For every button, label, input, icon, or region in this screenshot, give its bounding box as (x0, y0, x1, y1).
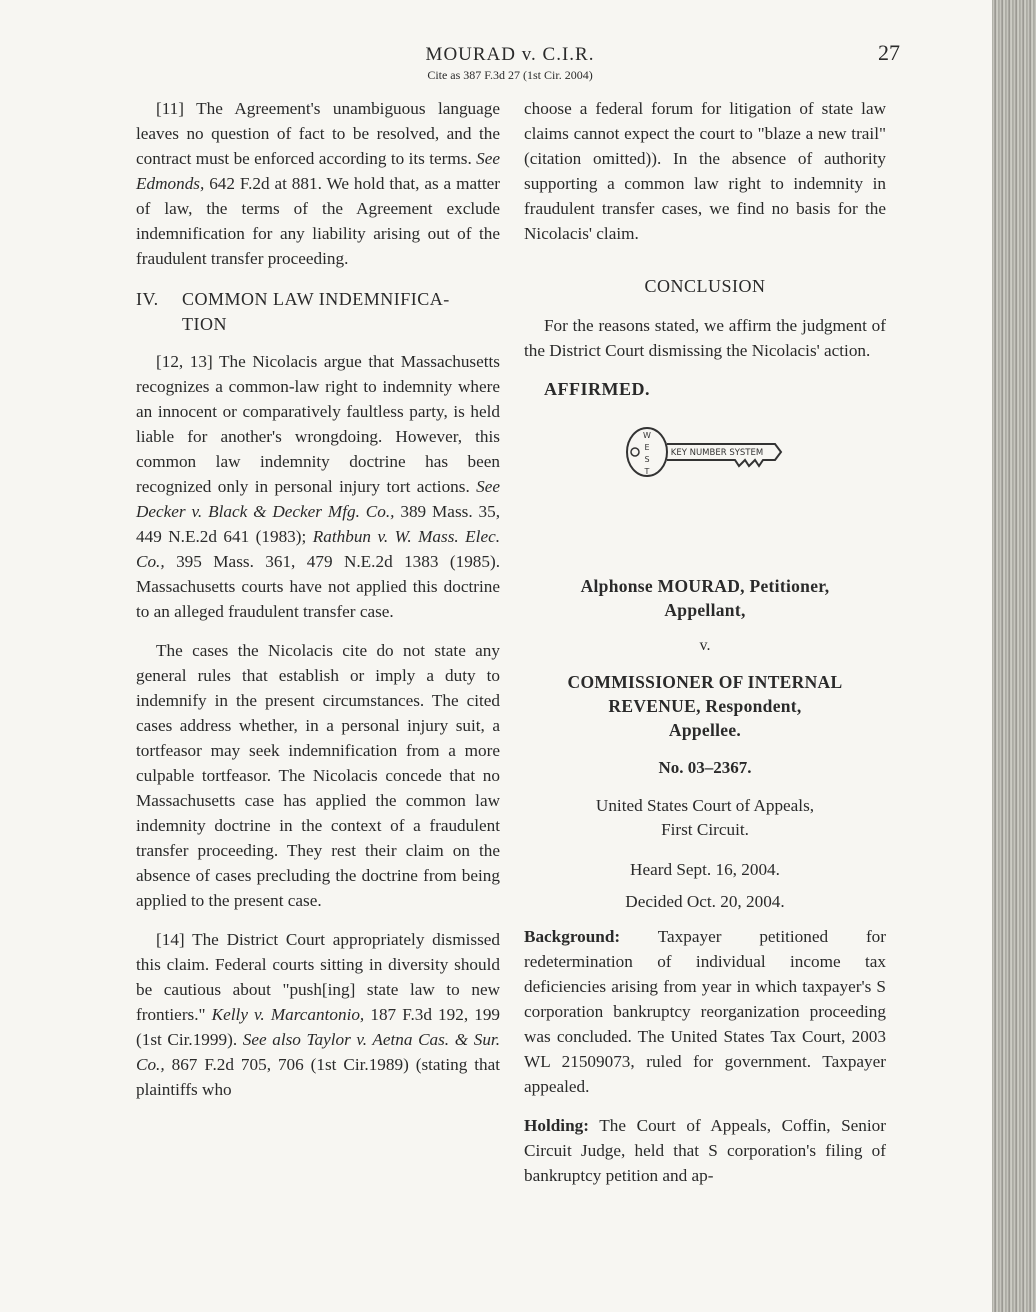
citation-text: 642 F.2d at 881. (209, 174, 322, 193)
section-title-line2: TION (182, 314, 227, 334)
decided-date: Decided Oct. 20, 2004. (625, 892, 785, 911)
left-column (136, 96, 500, 1116)
citation-text: 187 F.3d 192, 199 (1st Cir.1999). (136, 1005, 501, 1049)
court-line1: United States Court of Appeals, (595, 796, 815, 815)
key-letter-t: T (644, 467, 650, 476)
citation-case-name: See Decker v. Black & Decker Mfg. Co., (136, 477, 500, 521)
paragraph-12-13 (136, 349, 500, 624)
holding-summary (524, 1113, 886, 1188)
headnote-marker: [11] (156, 99, 184, 118)
background-label: Background: (524, 927, 621, 946)
citation-case-name: Kelly v. Marcantonio, (211, 1005, 365, 1024)
paragraph-text: The Agreement's unambiguous language leaves no question of fact to be resolved, and the contract must be enforced according to its terms. (136, 99, 500, 168)
disposition-affirmed: AFFIRMED. (544, 379, 650, 399)
paragraph-11 (136, 96, 500, 271)
heard-date: Heard Sept. 16, 2004. (630, 860, 780, 879)
headnote-marker: [14] (156, 930, 185, 949)
key-letter-w: W (643, 431, 651, 440)
paragraph-continuation: choose a federal forum for litigation of state law claims cannot expect the court to "blaze a new trail" (citation omitted)). In the absence of authority supporting a common law right to indemnity in fraudulent transfer cases, we find no basis for the Nicolacis' claim. (524, 99, 886, 243)
west-key-number-icon (625, 422, 785, 482)
court-name (524, 794, 886, 842)
paragraph-cases: The cases the Nicolacis cite do not state any general rules that establish or imply a duty to indemnify in the present circumstances. The cited cases address whether, in a personal injury suit, a tortfeasor may seek indemnification from a more culpable tortfeasor. The Nicolacis concede that no Massachusetts case has applied the common law indemnity doctrine in the context of a fraudulent transfer proceeding. They rest their claim on the absence of cases precluding the doctrine from being applied to the present case. (136, 641, 500, 910)
respondent-line3: Appellee. (668, 720, 742, 740)
background-summary (524, 924, 886, 1099)
running-head-cite: Cite as 387 F.3d 27 (1st Cir. 2004) (427, 68, 593, 82)
citation-signal: See Edmonds, (136, 149, 501, 193)
section-heading-iv (136, 287, 500, 337)
paragraph-text: The Nicolacis argue that Massachusetts recognizes a common-law right to indemnity where an innocent or comparatively faultless party, is held liable for another's wrongdoing. However, this common law indemnity doctrine has been recognized only in personal injury tort actions. (136, 352, 500, 496)
running-head-title: MOURAD v. C.I.R. (425, 44, 595, 65)
petitioner-line1: Alphonse MOURAD, Petitioner, (580, 576, 830, 596)
section-title-line1: COMMON LAW INDEMNIFICA- (182, 289, 450, 309)
citation-text: 867 F.2d 705, 706 (1st Cir.1989) (stating that plaintiffs who (136, 1055, 501, 1099)
key-letter-s: S (644, 455, 650, 464)
right-column (524, 96, 886, 1202)
citation-text: 389 Mass. 35, 449 N.E.2d 641 (1983); (136, 502, 501, 546)
respondent-line2: REVENUE, Respondent, (608, 696, 802, 716)
paragraph-14 (136, 927, 500, 1102)
paragraph-text: We hold that, as a matter of law, the terms of the Agreement exclude indemnification for any liability arising out of the fraudulent transfer proceeding. (136, 174, 500, 268)
section-number: IV. (136, 289, 159, 309)
citation-case-name: Rathbun v. W. Mass. Elec. Co., (136, 527, 501, 571)
docket-number: No. 03–2367. (658, 758, 752, 777)
page-edge-shadow (992, 0, 1036, 1312)
versus: v. (699, 637, 711, 654)
respondent-line1: COMMISSIONER OF INTERNAL (567, 672, 843, 692)
citation-text: 395 Mass. 361, 479 N.E.2d 1383 (1985). (176, 552, 500, 571)
paragraph-text: Massachusetts courts have not applied this doctrine to an alleged fraudulent transfer case. (136, 577, 500, 621)
headnote-marker: [12, 13] (156, 352, 213, 371)
key-logo-label: KEY NUMBER SYSTEM (670, 448, 764, 458)
citation-case-name: See also Taylor v. Aetna Cas. & Sur. Co., (136, 1030, 500, 1074)
paragraph-text: The District Court appropriately dismissed this claim. Federal courts sitting in diversity should be cautious about "push[ing] state law to new frontiers." (136, 930, 500, 1024)
case-caption (524, 574, 886, 914)
holding-text: The Court of Appeals, Coffin, Senior Circuit Judge, held that S corporation's filing of bankruptcy petition and ap- (524, 1116, 886, 1185)
conclusion-heading: CONCLUSION (644, 276, 766, 296)
background-text: Taxpayer petitioned for redetermination of individual income tax deficiencies arising from year in which taxpayer's S corporation bankruptcy reorganization proceeding was concluded. The United States Tax Court, 2003 WL 21509073, ruled for government. Taxpayer appealed. (524, 927, 886, 1096)
conclusion-paragraph: For the reasons stated, we affirm the judgment of the District Court dismissing the Nicolacis' action. (524, 316, 886, 360)
court-line2: First Circuit. (661, 820, 749, 839)
holding-label: Holding: (524, 1116, 589, 1135)
key-letter-e: E (644, 443, 650, 452)
petitioner-line2: Appellant, (664, 600, 746, 620)
page-number: 27 (878, 40, 900, 65)
